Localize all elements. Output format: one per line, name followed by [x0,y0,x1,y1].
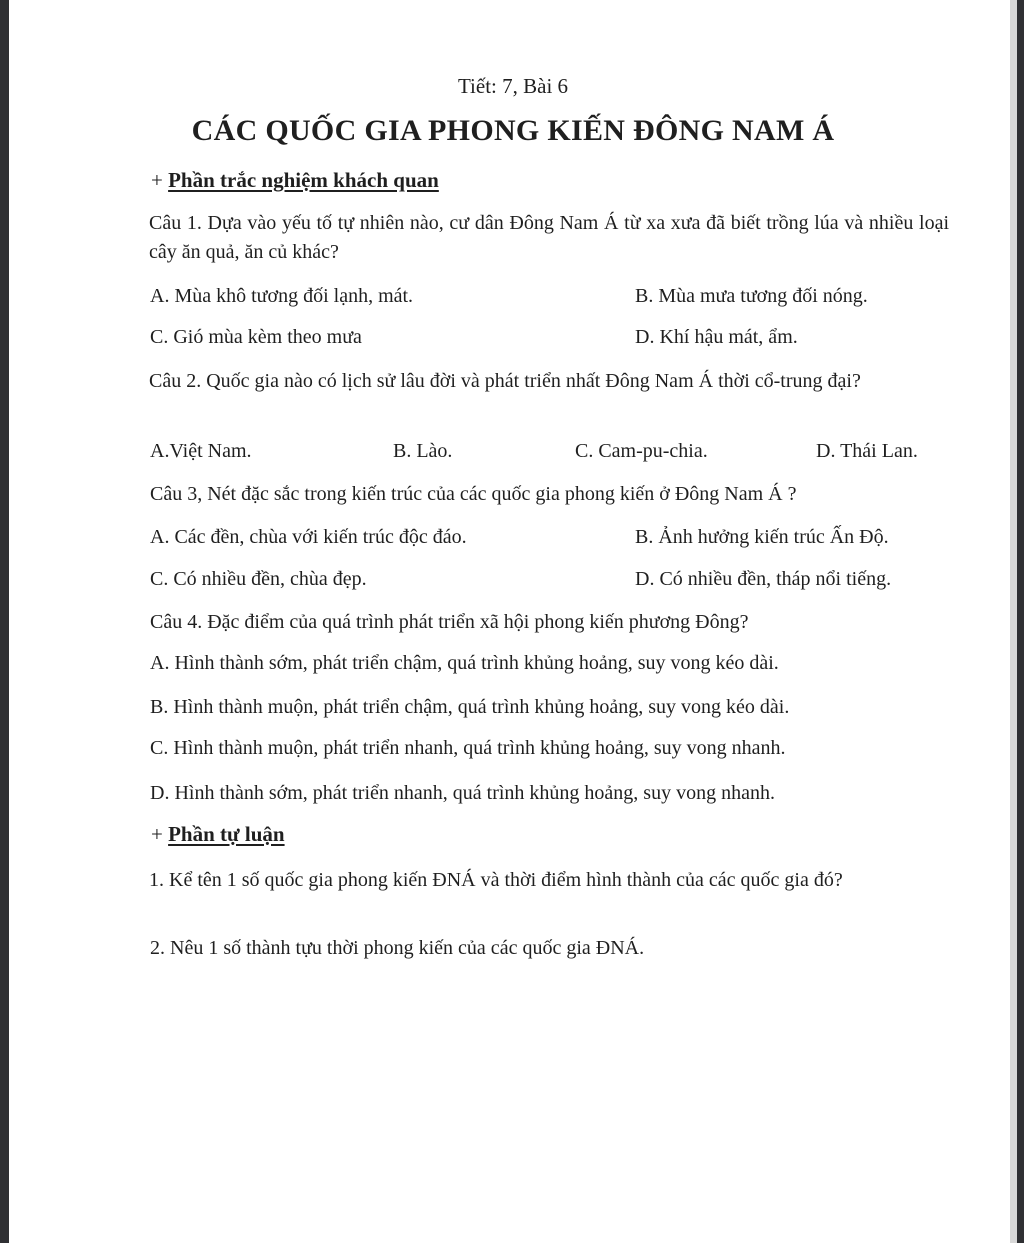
question-4: Câu 4. Đặc điểm của quá trình phát triển xã hội phong kiến phương Đông? [150,611,749,633]
q3-option-b: B. Ảnh hưởng kiến trúc Ấn Độ. [635,526,889,548]
question-1: Câu 1. Dựa vào yếu tố tự nhiên nào, cư dân Đông Nam Á từ xa xưa đã biết trồng lúa và nhiều loại cây ăn quả, ăn củ khác? [149,212,949,263]
q2-option-d: D. Thái Lan. [816,440,918,462]
question-2: Câu 2. Quốc gia nào có lịch sử lâu đời và phát triển nhất Đông Nam Á thời cổ-trung đại? [149,370,861,392]
q2-option-a: A.Việt Nam. [150,440,252,462]
essay-item-1: 1. Kể tên 1 số quốc gia phong kiến ĐNÁ và thời điểm hình thành của các quốc gia đó? [149,869,843,891]
q4-option-b: B. Hình thành muộn, phát triển chậm, quá trình khủng hoảng, suy vong kéo dài. [150,696,790,718]
page-title: CÁC QUỐC GIA PHONG KIẾN ĐÔNG NAM Á [191,114,835,147]
document-page [9,0,1017,1243]
q3-option-a: A. Các đền, chùa với kiến trúc độc đáo. [150,526,467,548]
q1-option-d: D. Khí hậu mát, ẩm. [635,326,798,348]
section-label: Phần tự luận [168,822,285,846]
section-objective-heading [151,168,439,193]
q1-option-c: C. Gió mùa kèm theo mưa [150,326,362,348]
essay-item-2: 2. Nêu 1 số thành tựu thời phong kiến của các quốc gia ĐNÁ. [150,937,645,959]
section-prefix: + [151,168,169,192]
q3-option-c: C. Có nhiều đền, chùa đẹp. [150,568,367,590]
q2-option-c: C. Cam-pu-chia. [575,440,708,462]
section-prefix: + [151,822,169,846]
q2-option-b: B. Lào. [393,440,453,462]
section-label: Phần trắc nghiệm khách quan [168,168,439,192]
page-edge [1010,0,1017,1243]
section-essay-heading [151,822,285,847]
q1-option-b: B. Mùa mưa tương đối nóng. [635,285,868,307]
q3-option-d: D. Có nhiều đền, tháp nổi tiếng. [635,568,892,590]
q4-option-d: D. Hình thành sớm, phát triển nhanh, quá trình khủng hoảng, suy vong nhanh. [150,782,775,804]
q1-option-a: A. Mùa khô tương đối lạnh, mát. [150,285,414,307]
q4-option-a: A. Hình thành sớm, phát triển chậm, quá trình khủng hoảng, suy vong kéo dài. [150,652,779,674]
question-3: Câu 3, Nét đặc sắc trong kiến trúc của các quốc gia phong kiến ở Đông Nam Á ? [150,483,797,505]
q4-option-c: C. Hình thành muộn, phát triển nhanh, quá trình khủng hoảng, suy vong nhanh. [150,737,786,759]
lesson-line: Tiết: 7, Bài 6 [457,74,569,98]
